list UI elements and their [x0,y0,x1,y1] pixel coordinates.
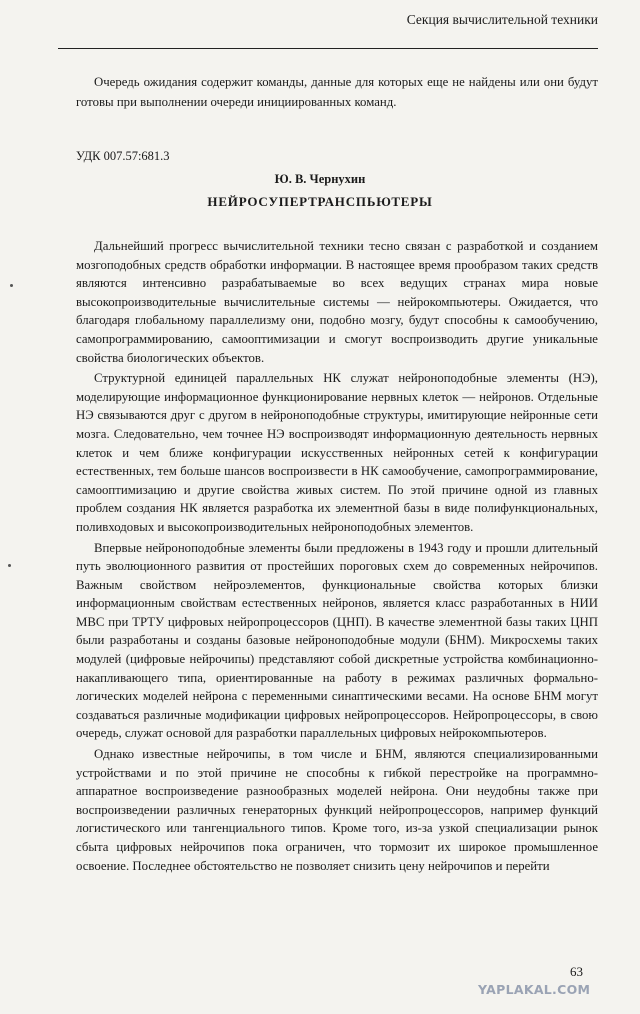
intro-paragraph: Очередь ожидания содержит команды, данные для которых еще не найдены или они будут готовы при выполнении очереди инициированных команд. [76,75,598,109]
article-body [76,237,598,877]
header-rule [58,48,598,49]
udk-code: УДК 007.57:681.3 [76,149,170,163]
scan-speck [10,284,13,287]
paragraph-3: Впервые нейроноподобные элементы были предложены в 1943 году и прошли длительный путь эволюционного развития от простейших пороговых схем до современных нейрочипов. Важным свойством нейроэлементов, функциональные свойства которых близки информационным свойствам естественных нейронов, является класс разработанных в НИИ МВС при ТРТУ цифровых нейропроцессоров (ЦНП). В качестве элементной базы таких ЦНП были разработаны и созданы базовые нейроноподобные модули (БНМ). Микросхемы таких модулей (цифровые нейрочипы) представляют собой дискретные устройства комбинационно-накапливающего типа, ориентированные на работу в режимах различных формально-логических моделей нейрона с переменными синаптическими весами. На основе БНМ могут создаваться различные модификации цифровых нейропроцессоров. Нейропроцессоры, в свою очередь, служат основой для разработки параллельных цифровых нейрокомпьютеров. [76,540,598,741]
paragraph-2: Структурной единицей параллельных НК служат нейроноподобные элементы (НЭ), моделирующие информационное функционирование нервных клеток — нейронов. Отдельные НЭ связываются друг с другом в нейроноподобные структуры, имитирующие нейронные сети мозга. Следовательно, чем точнее НЭ воспроизводят информационную деятельность нервных клеток и чем ближе конфигурации искусственных нейронных сетей к конфигурации естественных, тем больше шансов воспроизвести в НК самообучение, самопрограммирование, самооптимизацию и другие свойства живых систем. По этой причине одной из главных проблем создания НК является разработка их элементной базы в виде полифункциональных, поливходовых и высокопроизводительных нейроноподобных элементов. [76,371,598,534]
author-name: Ю. В. Чернухин [274,172,366,186]
page-number: 63 [570,964,583,979]
running-header: Секция вычислительной техники [406,12,598,27]
watermark-logo: YAPLAKAL.COM [478,982,591,997]
paragraph-4: Однако известные нейрочипы, в том числе и БНМ, являются специализированными устройствами и по этой причине не способны к гибкой перестройке на программно-аппаратное воспроизведение разнообразных моделей нейрона. Они неудобны также при воспроизведении различных генераторных функций нейропроцессоров, например функций логистического или тангенциального типов. Кроме того, из-за узкой специализации рынок сбыта цифровых нейрочипов пока ограничен, что тормозит их широкое промышленное освоение. Последнее обстоятельство не позволяет снизить цену нейрочипов и перейти [76,747,598,873]
paragraph-1: Дальнейший прогресс вычислительной техники тесно связан с разработкой и созданием мозгоподобных средств обработки информации. В настоящее время прообразом таких средств являются интенсивно разрабатываемые во всех ведущих странах мира новые высокопроизводительные вычислительные системы — нейрокомпьютеры. Ожидается, что благодаря глобальному параллелизму они, подобно мозгу, будут способны к самообучению, самопрограммированию, самооптимизации и смогут воспроизводить другие уникальные свойства биологических объектов. [76,239,598,365]
article-title: НЕЙРОСУПЕРТРАНСПЬЮТЕРЫ [207,194,433,209]
scan-speck [8,564,11,567]
